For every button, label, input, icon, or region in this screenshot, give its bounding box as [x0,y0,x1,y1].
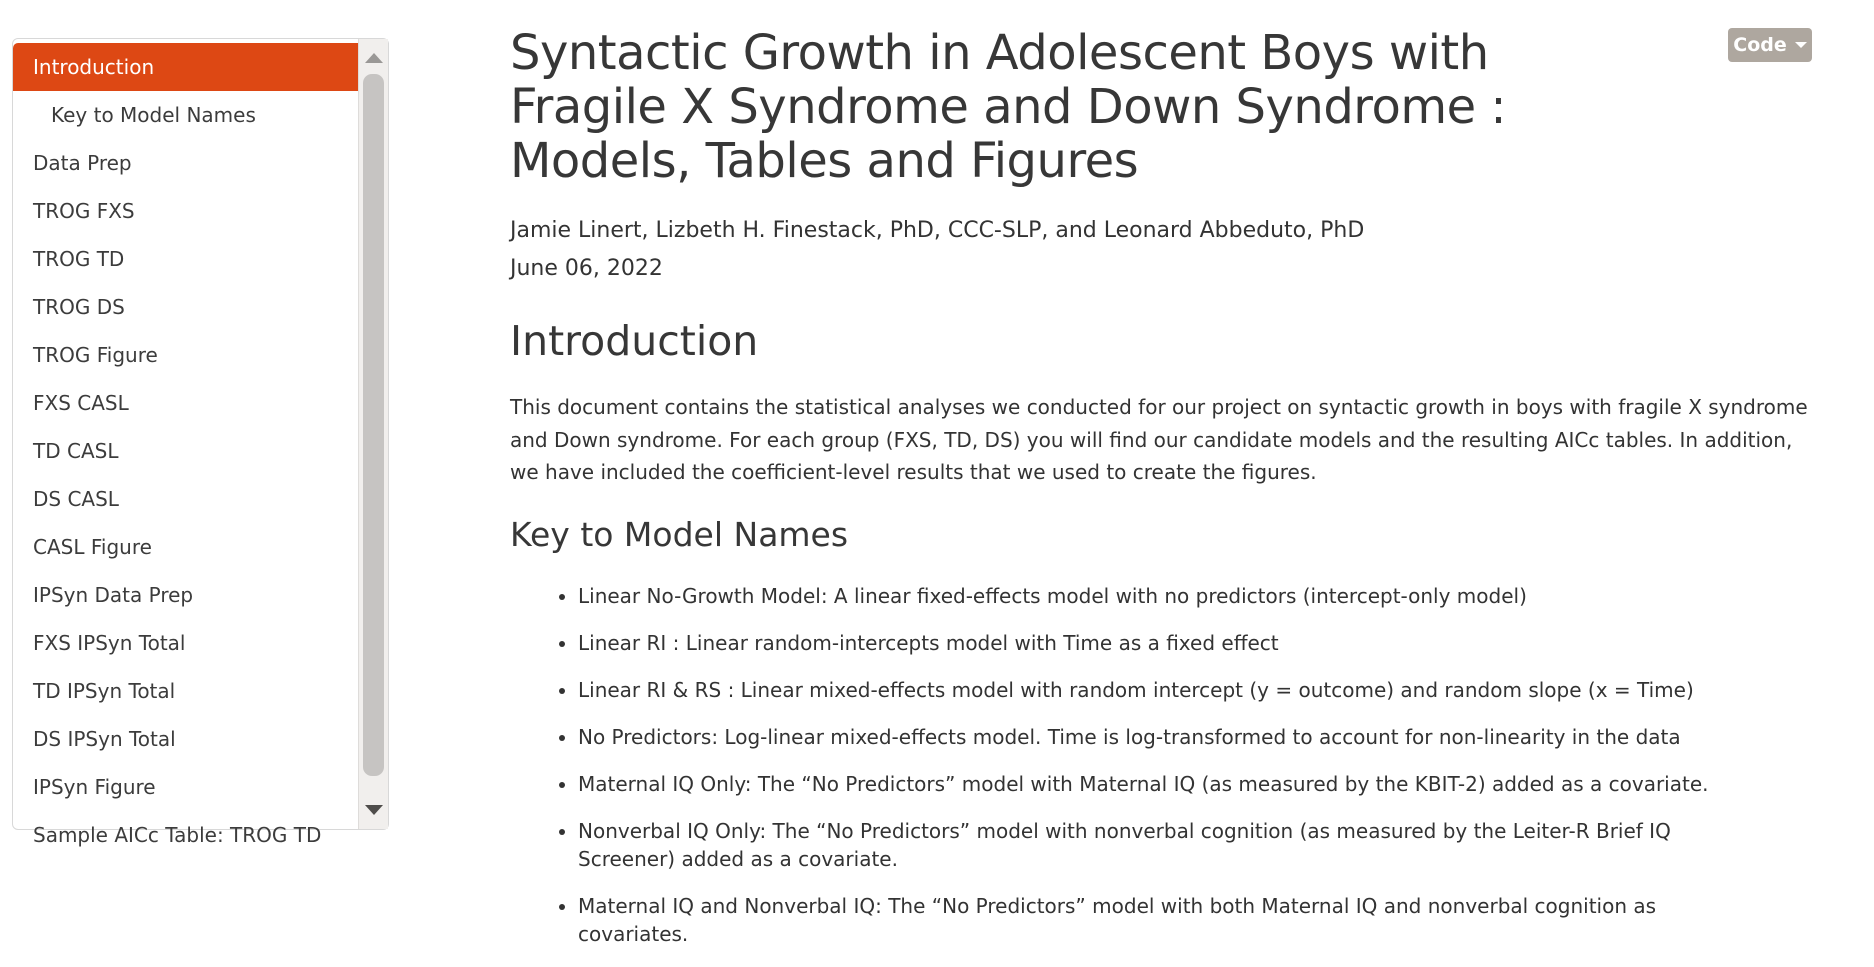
scroll-up-icon[interactable] [365,53,383,63]
key-to-model-names-heading: Key to Model Names [510,514,849,554]
toc-item-trog-td[interactable]: TROG TD [33,247,125,271]
toc-item-fxs-ipsyn-total[interactable]: FXS IPSyn Total [33,631,186,655]
toc-item-trog-ds[interactable]: TROG DS [33,295,125,319]
toc-item-td-ipsyn-total[interactable]: TD IPSyn Total [33,679,176,703]
toc-list [13,43,358,859]
toc-item-ds-casl[interactable]: DS CASL [33,487,119,511]
page-title-line1: Syntactic Growth in Adolescent Boys with [510,25,1489,81]
list-item: • Maternal IQ Only: The “No Predictors” model with Maternal IQ (as measured by the KBIT-2) added as a covariate. [578,770,1750,798]
toc-item-fxs-casl[interactable]: FXS CASL [33,391,129,415]
list-item: • Linear RI : Linear random-intercepts model with Time as a fixed effect [578,629,1750,657]
model-names-list [510,582,1750,948]
page-title-line2: Fragile X Syndrome and Down Syndrome : [510,79,1507,135]
toc-item-introduction[interactable]: Introduction [13,43,358,91]
date-line: June 06, 2022 [510,256,663,281]
toc-item-trog-fxs[interactable]: TROG FXS [33,199,135,223]
page-title-line3: Models, Tables and Figures [510,133,1139,189]
toc-item-key-to-model-names[interactable]: Key to Model Names [51,103,256,127]
toc-item-ds-ipsyn-total[interactable]: DS IPSyn Total [33,727,176,751]
toc-item-trog-figure[interactable]: TROG Figure [33,343,158,367]
toc-scrollbar[interactable] [358,39,388,829]
introduction-heading: Introduction [510,317,759,365]
list-item: • No Predictors: Log-linear mixed-effects model. Time is log-transformed to account for non-linearity in the data [578,723,1750,751]
toc-item-td-casl[interactable]: TD CASL [33,439,119,463]
authors-line: Jamie Linert, Lizbeth H. Finestack, PhD, CCC-SLP, and Leonard Abbeduto, PhD [510,218,1365,243]
toc-item-sample-aicc-table-trog-td[interactable]: Sample AICc Table: TROG TD [33,823,322,847]
introduction-paragraph: This document contains the statistical analyses we conducted for our project on syntactic growth in boys with fragile X syndrome and Down syndrome. For each group (FXS, TD, DS) you will find our candidate models and the resulting AICc tables. In addition, we have included the coefficient-level results that we used to create the figures. [510,395,1808,484]
scrollbar-thumb[interactable] [363,74,384,776]
toc-item-ipsyn-data-prep[interactable]: IPSyn Data Prep [33,583,194,607]
scroll-down-icon[interactable] [365,805,383,815]
page-title [510,26,1818,188]
toc-item-data-prep[interactable]: Data Prep [33,151,132,175]
toc-item-casl-figure[interactable]: CASL Figure [33,535,152,559]
list-item: • Linear No-Growth Model: A linear fixed-effects model with no predictors (intercept-only model) [578,582,1750,610]
list-item: • Nonverbal IQ Only: The “No Predictors” model with nonverbal cognition (as measured by the Leiter-R Brief IQ Screener) added as a covariate. [578,817,1750,873]
list-item: • Maternal IQ and Nonverbal IQ: The “No Predictors” model with both Maternal IQ and nonverbal cognition as covariates. [578,892,1750,948]
list-item: • Linear RI & RS : Linear mixed-effects model with random intercept (y = outcome) and random slope (x = Time) [578,676,1750,704]
code-button-label: Code [1733,34,1787,56]
toc-item-ipsyn-figure[interactable]: IPSyn Figure [33,775,156,799]
toc-sidebar [12,38,389,847]
document-body [510,0,1818,967]
